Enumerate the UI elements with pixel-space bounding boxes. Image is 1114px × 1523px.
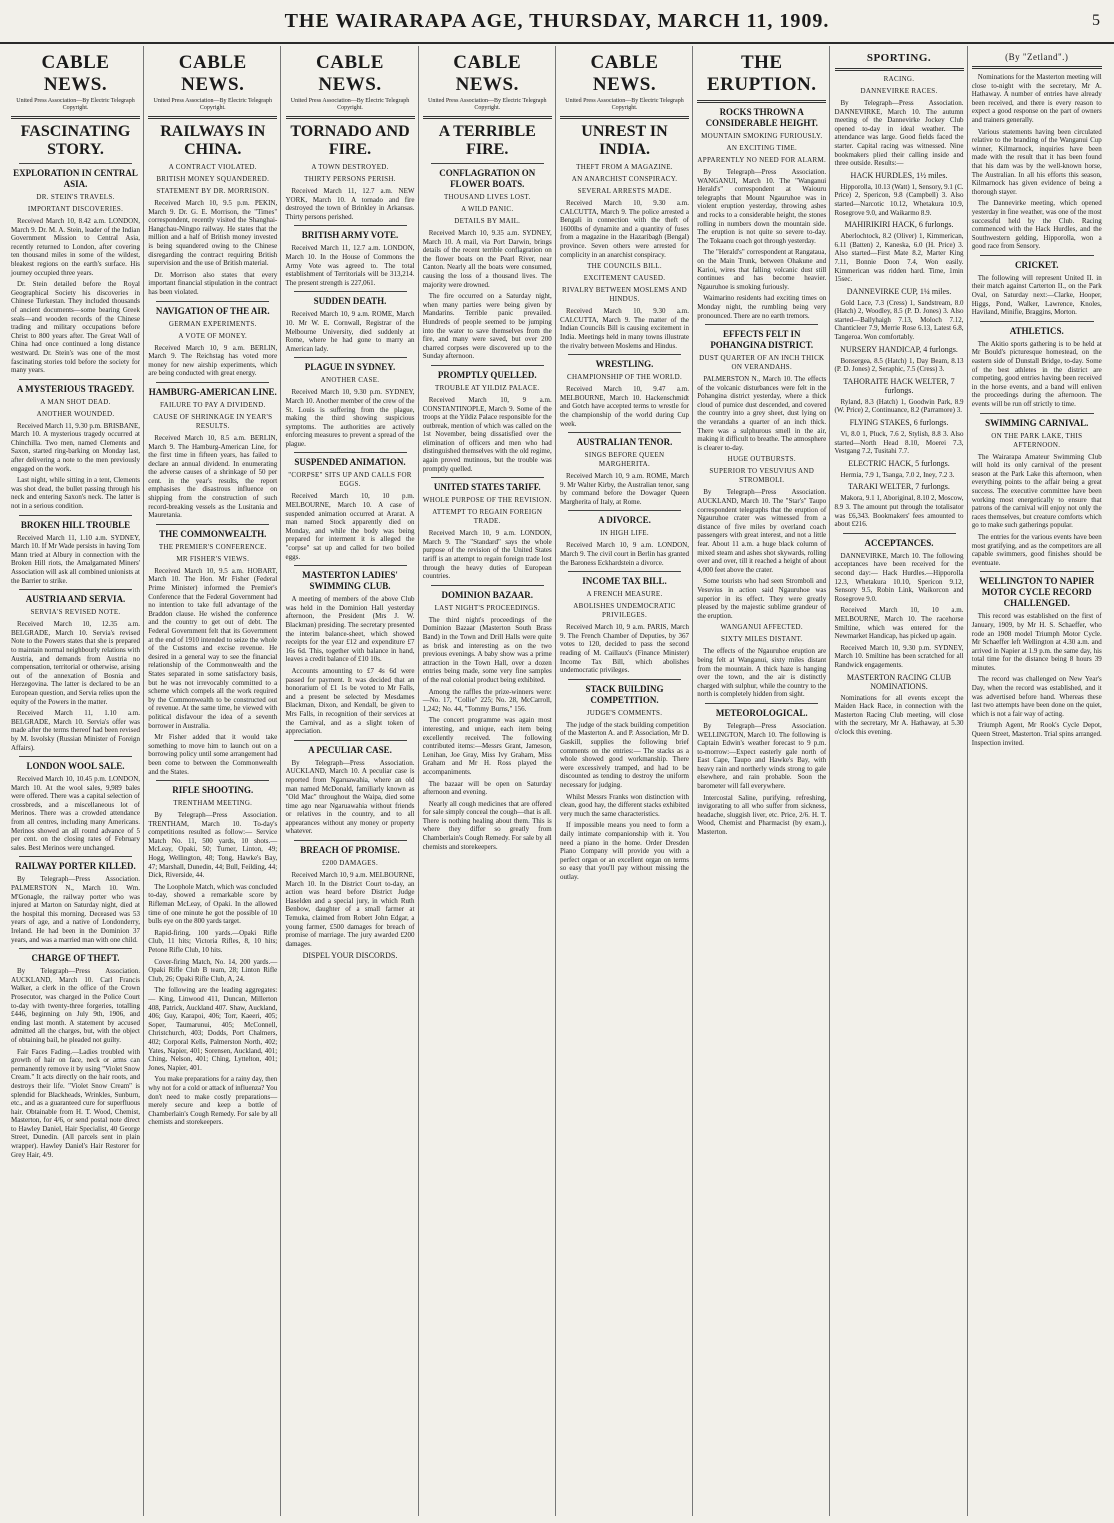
article-paragraph: Received March 10, 9 a.m. PARIS, March 9. The French Chamber of Deputies, by 367 votes to 120, decided to pass the second reading of M. Caillaux's (Finance Minister) Income Tax Bill, which abolishes undemocratic privileges.	[560, 623, 689, 675]
divider	[560, 116, 689, 119]
section-heading: SUDDEN DEATH.	[313, 296, 387, 307]
article-paragraph: This record was established on the first of January, 1909, by Mr H. S. Schaeffer, who rode an 1908 model Triumph Motor Cycle. Mr Schaeffer left Wellington at 4.30 a.m. and arrived in Napier at 1.9 p.m. the same day, his total time for the distance being 8 hours 39 minutes.	[971, 612, 1102, 672]
article-paragraph: Hipporolla, 10.13 (Watt) 1, Sensory, 9.1 (C. Price) 2, Spericon, 9.8 (Campbell) 3. Also started—Narcotic 10.12, Whetakura 10.9, Rosegrove 9.0, and Waikarmo 8.9.	[834, 182, 964, 217]
subheading: ANOTHER WOUNDED.	[36, 409, 115, 418]
divider	[294, 565, 407, 566]
section-heading: BREACH OF PROMISE.	[300, 845, 400, 856]
masthead-title: THE WAIRARAPA AGE, THURSDAY, MARCH 11, 1909.	[284, 10, 830, 32]
article-paragraph: Vi, 8.0 1, Pluck, 7.6 2, Stylish, 8.8 3. Also started—North Head 8.10, Moerei 7.3, Vestgang 7.2, Tusitahi 7.7.	[834, 430, 964, 456]
divider	[19, 948, 132, 949]
article-paragraph: Received March 10, 10 a.m. MELBOURNE, March 10. The racehorse Smiltine, which was entered for the Newmarket Handicap, has picked up again.	[834, 606, 964, 641]
subheading: A MAN SHOT DEAD.	[40, 397, 111, 406]
column-header: CABLE NEWS.	[453, 52, 522, 95]
subheading: EXCITEMENT CAUSED.	[583, 274, 666, 283]
article-paragraph: Makora, 9.1 1, Aboriginal, 8.10 2, Moscow, 8.9 3. The amount put through the totalisator was £6,343. Bookmakers' fees amounted to about £216.	[834, 494, 964, 529]
subheading: SERVIA'S REVISED NOTE.	[30, 608, 121, 617]
divider	[156, 382, 269, 383]
column-6	[694, 46, 830, 1516]
section-heading: THE COMMONWEALTH.	[159, 528, 267, 539]
subheading: SUPERIOR TO VESUVIUS AND STROMBOLI.	[709, 467, 815, 485]
column-4	[420, 46, 556, 1516]
section-heading: ROCKS THROWN A CONSIDERABLE HEIGHT.	[705, 107, 818, 128]
divider	[286, 116, 415, 119]
divider	[294, 740, 407, 741]
article-paragraph: Last night, while sitting in a tent, Clements was shot dead, the bullet passing through his neck and entering Saxon's neck. The latter is not in a serious condition.	[11, 476, 140, 511]
section-heading: MASTERTON LADIES' SWIMMING CLUB.	[302, 570, 398, 592]
subheading: ATTEMPT TO REGAIN FOREIGN TRADE.	[432, 508, 543, 526]
article-paragraph: Cover-firing Match, No. 14, 200 yards.—Opaki Rifle Club B team, 28; Linton Rifle Club, 26; Opaki Rifle Club, A, 24.	[148, 957, 278, 983]
article-paragraph: Received March 10, 9.30 p.m. SYDNEY, March 10. Smiltine has been scratched for all Randwick engagements.	[834, 643, 964, 669]
section-heading: HAMBURG-AMERICAN LINE.	[148, 386, 277, 397]
subheading: THEFT FROM A MAGAZINE.	[576, 163, 673, 171]
article-paragraph: The entries for the various events have been most gratifying, and as the competitors are all capable swimmers, good finishes should be eventuate.	[971, 532, 1102, 567]
divider	[980, 571, 1094, 572]
article-paragraph: Intercostal Saline, purifying, refreshing, invigorating to all who suffer from sickness, headache, sluggish liver, etc. Price, 2/6. H. T. Wood, Chemist and Pharmacist (by exam.), Masterton.	[697, 793, 827, 837]
section-heading: NAVIGATION OF THE AIR.	[155, 305, 270, 316]
subheading: SIXTY MILES DISTANT.	[721, 635, 803, 644]
divider	[423, 116, 552, 119]
article-paragraph: The Akitio sports gathering is to be held at Mr Bould's picturesque homestead, on the eastern side of Dunstall Bridge, to-day. Some of the best athletes in the district are competing, good entries having been received in the horse events, and a band will enliven the proceedings during the afternoon. The events will be run off strictly to time.	[971, 339, 1102, 408]
subheading: DUST QUARTER OF AN INCH THICK ON VERANDAHS.	[699, 354, 825, 372]
subheading: A WILD PANIC.	[461, 205, 514, 213]
section-heading: AUSTRALIAN TENOR.	[576, 437, 673, 448]
divider	[972, 66, 1102, 69]
article-paragraph: Received March 11, 12.7 a.m. NEW YORK, March 10. A tornado and fire destroyed the town of Brinkley in Arkansas. Thirty persons perished.	[285, 187, 415, 221]
section-heading: BRITISH ARMY VOTE.	[301, 230, 399, 241]
column-1	[8, 46, 144, 1516]
subheading: THE PREMIER'S CONFERENCE.	[158, 542, 267, 551]
subheading: HUGE OUTBURSTS.	[727, 455, 796, 464]
subheading: WANGANUI AFFECTED.	[720, 623, 803, 632]
article-paragraph: The Wairarapa Amateur Swimming Club will hold its only carnival of the present season at the Park Lake this afternoon, when everything points to the affair being a great success. The executive committee have been working most energetically to ensure that patrons of the carnival will enjoy not only the races themselves, but creature comforts which go to make such gatherings popular.	[971, 452, 1102, 530]
article-paragraph: Waimarino residents had exciting times on Monday night, the rumbling being very pronounced. There are no earth tremors.	[697, 294, 827, 320]
article-paragraph: Triumph Agent, Mr Rook's Cycle Depot, Queen Street, Masterton. Trial spins arranged. Inspection invited.	[971, 721, 1102, 747]
divider	[294, 840, 407, 841]
subheading: £200 DAMAGES.	[321, 859, 378, 868]
divider	[156, 524, 269, 525]
divider	[431, 365, 544, 366]
section-heading: LONDON WOOL SALE.	[26, 761, 125, 772]
article-paragraph: Aberlochtock, 8.2 (Oliver) 1, Kimmerican, 6.11 (Batten) 2, Kaneska, 6.0 (H. Price) 3. Also started—First Mate 8.2, Marter King 7.11, Bonnie Doon 7.4, Won easily. Kimmerican was ridden hard. Time, 1min 15sec.	[834, 232, 964, 284]
caption-heading: MASTERTON RACING CLUB NOMINATIONS.	[846, 672, 952, 691]
article-paragraph: If impossible means you need to form a daily intimate companionship with it. You need a piano in the home. Order Dresden Piano Company will provide you with a perfect organ or an excellent organ on terms so easy that you'll pay without missing the outlay.	[560, 821, 689, 881]
subheading: IN HIGH LIFE.	[600, 529, 649, 538]
subheading: ABOLISHES UNDEMOCRATIC PRIVILEGES.	[573, 602, 676, 620]
article-paragraph: By Telegraph—Press Association. AUCKLAND, March 10. The "Star's" Taupo correspondent telegraphs that the eruption of Ngauruhoe crater was witnessed from a distance of five miles by overland coach passengers with great interest, and not a little fear. About 11 a.m. a huge black column of mixed steam and ashes shot skywards, rolling over and over, till it reached a height of about 4,000 feet above the crater.	[697, 488, 827, 574]
section-heading: STACK BUILDING COMPETITION.	[585, 683, 664, 705]
subheading: "CORPSE" SITS UP AND CALLS FOR EGGS.	[288, 471, 412, 489]
article-paragraph: Fair Faces Fading.—Ladies troubled with growth of hair on face, neck or arms can permanently remove it by using "Violet Snow Cream." It acts directly on the hair roots, and destroys their life. "Violet Snow Cream" is splendid for Blackheads, Wrinkles, Sunburn, etc., and as a guaranteed cure for superfluous hair. Obtainable from H. T. Wood, Chemist, Masterton, for 4/6, or send postal note direct to Hawley Daniel, Hair Specialist, 40 George Street, Dunedin. (All parcels sent in plain wrapper). Hawley Daniel's Hair Restorer for Grey Hair, 4/9.	[11, 1047, 140, 1159]
article-paragraph: Received March 10, 9 a.m. LONDON, March 9. The civil court in Berlin has granted the Baroness Eckhardstein a divorce.	[560, 541, 689, 567]
subheading: AN EXCITING TIME.	[726, 144, 797, 152]
divider	[697, 100, 826, 103]
divider	[980, 413, 1094, 414]
article-paragraph: Bonsergea, 8.5 (Hatch) 1, Day Beam, 8.13 (P. D. Jones) 2, Seraphic, 7.5 (Cress) 3.	[834, 356, 964, 374]
subheading: A TOWN DESTROYED.	[311, 163, 389, 171]
section-heading: PROMPTLY QUELLED.	[437, 369, 537, 380]
subheading: BRITISH MONEY SQUANDERED.	[156, 175, 270, 183]
subheading: RACING.	[883, 75, 915, 83]
article-paragraph: Received March 10, 9 a.m. MELBOURNE, March 10. In the District Court to-day, an action was heard before District Judge Haselden and a special jury, in which Ruth Benbow, daughter of a small farmer at Temuka, claimed from Robert John Edgar, a young farmer, £500 damages for breach of promise of marriage. The jury awarded £200 damages.	[285, 871, 415, 948]
section-heading: A MYSTERIOUS TRAGEDY.	[16, 383, 135, 394]
article-paragraph: Nominations for the Masterton meeting will close to-night with the secretary, Mr A. Hathaway. A number of entries have already been received, and there is every reason to expect a good response on the part of owners and trainers generally.	[971, 73, 1102, 124]
article-paragraph: Ryland, 8.3 (Hatch) 1, Goodwin Park, 8.9 (W. Price) 2, Continuance, 8.2 (Parramore) 3.	[834, 397, 964, 415]
article-paragraph: Received March 10, 9 a.m. BERLIN, March 9. The Reichstag has voted more money for new airship experiments, which are being conducted with great energy.	[148, 343, 278, 378]
section-heading: AUSTRIA AND SERVIA.	[25, 594, 126, 605]
divider	[431, 585, 544, 586]
masthead	[0, 0, 1114, 44]
caption-heading: MAHIRIKIRI HACK, 6 furlongs.	[844, 220, 954, 230]
article-paragraph: PALMERSTON N., March 10. The effects of the volcanic disturbances were felt in the Pohangina district yesterday, where a thick cloud of pumice dust descended, and covered the country into a grey sheet, dust lying on the verandahs a quarter of an inch thick. There was a sulphurous smell in the air, making it difficult to breathe. The atmosphere is clearer to-day.	[697, 375, 827, 452]
caption-heading: TARAKI WELTER, 7 furlongs.	[848, 482, 950, 492]
section-heading: METEOROLOGICAL.	[715, 707, 808, 718]
subheading: DETAILS BY MAIL.	[454, 217, 521, 225]
column-header: THE ERUPTION.	[706, 52, 817, 95]
column-header: CABLE NEWS.	[178, 52, 247, 95]
section-heading: INCOME TAX BILL.	[582, 576, 667, 587]
article-paragraph: Some tourists who had seen Stromboli and Vesuvius in action said Ngauruhoe was superior in its effect. They were greatly pleased by the majestic sublime grandeur of the eruption.	[697, 577, 827, 620]
section-heading: CRICKET.	[1014, 259, 1059, 270]
section-heading: ACCEPTANCES.	[864, 537, 934, 548]
divider	[568, 432, 681, 433]
article-paragraph: Received March 10, 9.47 a.m. MELBOURNE, March 10. Hackenschmidt and Gotch have accepted terms to wrestle for the championship of the world during Cup week.	[560, 385, 689, 428]
page-columns	[8, 46, 1106, 1518]
subheading: THOUSAND LIVES LOST.	[443, 193, 531, 201]
section-heading: ATHLETICS.	[1009, 325, 1064, 336]
divider	[980, 255, 1094, 256]
headline: FASCINATING STORY.	[20, 123, 131, 158]
section-heading: A DIVORCE.	[598, 515, 651, 526]
article-paragraph: By Telegraph—Press Association. WELLINGTON, March 10. The following is Captain Edwin's weather forecast to 9 p.m. to-morrow:—Expect easterly gale north of East Cape, Taupo and Hawke's Bay, with heavy rain and northerly winds strong to gale elsewhere, and rain probable. Soon the barometer will fall everywhere.	[697, 721, 827, 791]
column-5	[557, 46, 693, 1516]
section-heading: WRESTLING.	[595, 359, 654, 370]
article-paragraph: Received March 10, 9 a.m. ROME, March 10. Mr W. E. Cornwall, Registrar of the Melbourne University, died suddenly at Rome, where he had gone to marry an American lady.	[285, 310, 415, 353]
article-paragraph: The "Herald's" correspondent at Rangataua, on the Main Trunk, between Ohakune and Karioi, wires that falling volcanic dust still continues and has become heavier. Ngauruhoe is smoking furiously.	[697, 248, 827, 291]
article-paragraph: Received March 10, 9.30 p.m. SYDNEY, March 10. Another member of the crew of the St. Louis is suffering from the plague, making the third showing suspicious symptoms. The authorities are actively enforcing measures to prevent a spread of the plague.	[285, 388, 415, 448]
copyright-line: United Press Association—By Electric Telegraph Copyright.	[428, 98, 547, 111]
subheading: THIRTY PERSONS PERISH.	[304, 175, 396, 183]
subheading: CAUSE OF SHRINKAGE IN YEAR'S RESULTS.	[153, 412, 273, 430]
subheading: ANOTHER CASE.	[320, 376, 380, 385]
divider	[156, 780, 269, 781]
divider	[11, 116, 140, 119]
section-heading: EXPLORATION IN CENTRAL ASIA.	[13, 168, 138, 189]
subheading: WHOLE PURPOSE OF THE REVISION.	[422, 496, 552, 505]
subheading: CHAMPIONSHIP OF THE WORLD.	[566, 373, 682, 382]
caption-heading: ELECTRIC HACK, 5 furlongs.	[848, 458, 950, 468]
article-paragraph: Among the raffles the prize-winners were:—No. 17, "Collie" 225; No. 28, McCarroll, 1,242; No. 44, "Tommy Burns," 156.	[422, 687, 552, 713]
divider	[568, 510, 681, 511]
headline: UNREST IN INDIA.	[581, 123, 668, 158]
subheading: TRENTHAM MEETING.	[173, 799, 253, 808]
article-paragraph: Mr Fisher added that it would take something to move him to launch out on a borrowing policy until some arrangement had been come to between the Commonwealth and the States.	[148, 733, 278, 776]
subheading: MR FISHER'S VIEWS.	[176, 554, 250, 563]
divider	[294, 452, 407, 453]
divider	[294, 225, 407, 226]
subheading: SINGS BEFORE QUEEN MARGHERITA.	[584, 451, 665, 469]
divider	[431, 163, 544, 164]
article-paragraph: Nominations for all events except the Maiden Hack Race, in connection with the Masterton Racing Club meeting, will close with the secretary, Mr A. Hathaway, at 5.30 o'clock this evening.	[834, 693, 964, 736]
subheading: APPARENTLY NO NEED FOR ALARM.	[697, 156, 827, 164]
divider	[843, 533, 956, 534]
subheading: A VOTE OF MONEY.	[178, 331, 248, 340]
article-paragraph: Dr. Morrison also states that every important financial stipulation in the contract has been violated.	[148, 270, 278, 296]
column-header: CABLE NEWS.	[590, 52, 659, 95]
article-paragraph: Received March 10, 8.42 a.m. LONDON, March 9. Dr. M. A. Stein, leader of the Indian Government Mission to Central Asia, recently returned to London, after covering ten thousand miles in some of the wildest, bleakest regions on the earth's surface. His journey occupied three years.	[11, 217, 140, 277]
section-heading: SUSPENDED ANIMATION.	[294, 457, 406, 468]
article-paragraph: Received March 10, 9.5 a.m. HOBART, March 10. The Hon. Mr Fisher (Federal Prime Minister) informed the Premier's Conference that the Federal Government had no intention to take full advantage of the Braddon clause. He wished the conference and the country to get out of debt. The Federal Government felt that its Government at the end of 1910 intended to seize the whole of the Customs and excise revenue. He desired in a general way to see the financial relationship of the Commonwealth and the States separated in some satisfactory basis, but he was not irrevocably committed to a scheme which compels all the work required by the Commonwealth to be constructed out of revenue. At the same time, he viewed with political disfavour the idea of a seventh borrower in Australia.	[148, 566, 278, 730]
article-paragraph: Rapid-firing, 100 yards.—Opaki Rifle Club, 11 hits; Victoria Rifles, 8, 10 hits; Petone Rifle Club, 10 hits.	[148, 928, 278, 954]
article-paragraph: The Dannevirke meeting, which opened yesterday in fine weather, was one of the most successful held by the Club. Racing commenced with the Hack Hurdles, and the Southwestern gelding, Hipporolla, won a good race from Sensory.	[971, 199, 1102, 251]
divider	[705, 324, 818, 325]
copyright-line: United Press Association—By Electric Telegraph Copyright.	[290, 98, 410, 111]
divider	[19, 163, 132, 164]
divider	[568, 571, 681, 572]
subheading: IMPORTANT DISCOVERIES.	[27, 205, 124, 213]
article-paragraph: Received March 10, 8.5 a.m. BERLIN, March 9. The Hamburg-American Line, for the first time in fifteen years, has failed to declare an annual dividend. In enumerating the adverse causes of a shrinkage of 50 per cent. in the year's results, the report emphasises the disastrous influence on shipping from the construction of such record-breaking vessels as the Lusitania and Mauretania.	[148, 433, 278, 520]
article-paragraph: The effects of the Ngauruhoe eruption are being felt at Wanganui, sixty miles distant from the mountain. A thick haze is hanging over the town, and the air is distinctly charged with sulphur, while the country to the north is completely hidden from sight.	[697, 647, 827, 699]
article-paragraph: Received March 10, 10 p.m. MELBOURNE, March 10. A case of suspended animation occurred at Ararat. A man named Stock apparently died on Monday, and while the body was being prepared for interment it is alleged the "corpse" sat up and called for two boiled eggs.	[285, 492, 415, 561]
article-paragraph: Received March 10, 10.45 p.m. LONDON, March 10. At the wool sales, 9,989 bales were offered. There was a capital selection of crossbreds, and a miscellaneous lot of Merinos. There was a crowded attendance from all centres, including many Americans. Merinos showed an all round advance of 5 per cent. on the closing rates of February sales. Best Merinos were unchanged.	[11, 775, 140, 852]
column-header: (By "Zetland".)	[1005, 52, 1069, 62]
copyright-line: United Press Association—By Electric Telegraph Copyright.	[153, 98, 272, 111]
subheading: DANNEVIRKE RACES.	[860, 87, 938, 95]
divider	[19, 379, 132, 380]
article-paragraph: Whilst Messrs Franks won distinction with clean, good hay, the different stacks exhibited very much the same characteristics.	[560, 792, 689, 818]
column-3	[283, 46, 419, 1516]
divider	[294, 357, 407, 358]
column-8	[969, 46, 1105, 1516]
article-paragraph: Dr. Stein detailed before the Royal Geographical Society his discoveries in Chinese Turkestan. They included thousands of ancient documents—some bearing Greek seals—and wooden records of the Chinese trading and military occupations before Christ to 800 years after. The Great Wall of China had once continued a long distance westward. Dr. Stein's was one of the most fascinating stories told before the society for many years.	[11, 280, 140, 375]
subheading: SEVERAL ARRESTS MADE.	[577, 187, 672, 195]
subheading: A FRENCH MEASURE.	[586, 590, 663, 599]
divider	[19, 589, 132, 590]
divider	[835, 68, 964, 71]
divider	[156, 301, 269, 302]
divider	[568, 354, 681, 355]
article-paragraph: A meeting of members of the above Club was held in the Dominion Hall yesterday afternoon, the President (Mrs J. W. Blackman) presiding. The secretary presented the interim balance-sheet, which showed receipts for the year £12 and expenditure £7 16s 6d. This, together with balance in hand, leaves a credit balance of £10 10s.	[285, 595, 415, 664]
section-heading: CONFLAGRATION ON FLOWER BOATS.	[439, 168, 536, 189]
article-paragraph: Received March 11, 1.10 a.m. BELGRADE, March 10. Servia's offer was made after the terms thereof had been revised by M. Isvolsky (Russian Minister of Foreign Affairs).	[11, 709, 140, 752]
article-paragraph: Various statements having been circulated relative to the branding of the Wanganui Cup winner, Kilmarnock, inquiries have been made with the result that it has been found that his dam was by the well-known horse, The Australian. In all his efforts this season, Kilmarnock has given evidence of being a thorough stayer.	[971, 127, 1102, 196]
article-paragraph: Received March 11, 9.30 p.m. BRISBANE, March 10. A mysterious tragedy occurred at Chinchilla. Two men, named Clements and Saxon, started ring-barking on Monday last, after delivering a note to the men previously engaged on the work.	[11, 421, 140, 473]
section-heading: CHARGE OF THEFT.	[31, 953, 120, 964]
divider	[980, 321, 1094, 322]
article-paragraph: The concert programme was again most interesting, and unique, each item being excellently received. The following contributed items:—Messrs Grant, Jameson, Lenihan, Joe Gray, Miss Ivy Graham, Miss Graham and Mr H. Ross played the accompaniments.	[422, 716, 552, 776]
article-paragraph: By Telegraph—Press Association. PALMERSTON N., March 10. Wm. M'Gonagle, the railway porter who was injured at Marton on Saturday night, died at the hospital this morning. Deceased was 53 years of age, and a native of Londonderry, Ireland. He had been in the Dominion 37 years, and was a married man with one child.	[11, 875, 140, 944]
column-header: CABLE NEWS.	[316, 52, 384, 95]
article-paragraph: Received March 10, 9.30 a.m. CALCUTTA, March 9. The police arrested a Bengali in connection with the theft of 1600lbs of dynamite and a quantity of fuses from a magazine in the Hazaribagh (Bengal) province. Seven others were arrested for complicity in an anarchist conspiracy.	[560, 199, 689, 259]
subheading: TROUBLE AT YILDIZ PALACE.	[435, 383, 540, 392]
article-paragraph: Received March 11, 12.7 a.m. LONDON, March 10. In the House of Commons the Army Vote was agreed to. The total establishment of Territorials will be 313,214. The present strength is 227,061.	[285, 244, 415, 287]
article-paragraph: The bazaar will be open on Saturday afternoon and evening.	[422, 779, 552, 797]
caption-heading: DANNEVIRKE CUP, 1¼ miles.	[846, 286, 952, 296]
article-paragraph: You make preparations for a rainy day, then why not for a cold or attack of influenza? You don't need to make costly preparations—merely secure and keep a bottle of Chamberlain's Cough Remedy. For sale by all chemists and storekeepers.	[148, 1075, 278, 1127]
divider	[19, 856, 132, 857]
section-heading: UNITED STATES TARIFF.	[433, 482, 541, 493]
column-2	[145, 46, 281, 1516]
column-header: CABLE NEWS.	[41, 52, 110, 95]
section-heading: RIFLE SHOOTING.	[172, 785, 254, 796]
section-heading: SWIMMING CARNIVAL.	[985, 417, 1089, 428]
article-paragraph: Accounts amounting to £7 4s 6d were passed for payment. It was decided that an honorarium of £1 1s be voted to Mr Falls, and a present be selected by Mesdames Blackman, Dixon, and Kendall, be given to Mrs Falls, in recognition of their services at the Carnival, and as a slight token of appreciation.	[285, 666, 415, 736]
article-paragraph: The third night's proceedings of the Dominion Bazaar (Masterton South Brass Band) in the Town and Drill Halls were quite as brisk and interesting as on the two previous evenings. A baby show was a prime attraction in the Town Hall, over a dozen entries being made, some very fine samples of the real colonial product being exhibited.	[422, 615, 552, 684]
section-heading: RAILWAY PORTER KILLED.	[15, 861, 136, 872]
article-paragraph: The Loophole Match, which was concluded to-day, showed a remarkable score by Rifleman McLeay, of Opaki. In the allowed time of one minute he got the possible of 10 bulls eye on the 800 yards target.	[148, 882, 278, 926]
article-paragraph: Received March 10, 9.5 p.m. PEKIN, March 9. Dr. G. E. Morrison, the "Times" correspondent, recently visited the Shanghai-Hangchau-Ningpo railway. He states that the million and a half of British money invested is being squandered owing to the Chinese disregarding the contract requiring British supervision and the use of British material.	[148, 199, 278, 268]
section-heading: WELLINGTON TO NAPIER MOTOR CYCLE RECORD CHALLENGED.	[979, 576, 1095, 609]
section-heading: A PECULIAR CASE.	[308, 744, 392, 755]
divider	[431, 477, 544, 478]
article-paragraph: DANNEVIRKE, March 10. The following acceptances have been received for the second day:— Hack Hurdles.—Hipporolla 12.3, Whetakura 10.10, Spericon 9.12, Sensory 9.5, Robin Link, Waikorcon and Rosegrove 9.0.	[834, 551, 964, 603]
divider	[294, 291, 407, 292]
column-header: SPORTING.	[866, 52, 932, 64]
subheading: LAST NIGHT'S PROCEEDINGS.	[434, 603, 540, 612]
subheading: THE COUNCILS BILL.	[587, 262, 662, 271]
article-paragraph: By Telegraph—Press Association. WANGANUI, March 10. The "Wanganui Herald's" correspondent at Waiouru telegraphs that Mount Ngauruhoe was in violent eruption yesterday, throwing ashes and rocks to a considerable height, the stones rolling in numbers down the mountain side. The eruption is not quite so severe to-day. The Tokaanu coach got through yesterday.	[697, 168, 827, 245]
article-paragraph: The following are the leading aggregates:— King, Linwood 411, Duncan, Millerton 408, Patrick, Auckland 407. Shaw, Auckland, 406; Guy, Karapoi, 406; Torr, Kaeeri, 405; Soper, Taumarunui, 405; McConnell, Christchurch, 403; Dodds, Port Chalmers, 402; Corporal Kells, Palmerston North, 402; Yates, Napier, 401; Sorensen, Auckland, 401; Ching, Nelson, 401; Ching, Lyttelton, 401; Jones, Napier, 401.	[148, 986, 278, 1072]
section-heading: BROKEN HILL TROUBLE	[20, 519, 131, 530]
section-heading: PLAGUE IN SYDNEY.	[304, 362, 396, 373]
headline: A TERRIBLE FIRE.	[438, 123, 536, 158]
caption-heading: HACK HURDLES, 1½ miles.	[850, 170, 948, 180]
subheading: JUDGE'S COMMENTS.	[586, 708, 663, 717]
page-number: 5	[1092, 12, 1100, 29]
article-paragraph: By Telegraph—Press Association. DANNEVIRKE, March 10. The autumn meeting of the Dannevirke Jockey Club opened to-day in ideal weather. The attendance was large. Good fields faced the starter. Capital racing was witnessed. Nine bookmakers plied their calling inside and three outside. Results:—	[834, 99, 964, 168]
article-paragraph: Received March 10, 9 a.m. LONDON, March 9. The "Standard" says the whole purpose of the revision of the United States tariff is an attempt to regain foreign trade lost through the heavy duties of European countries.	[422, 529, 552, 581]
divider	[568, 679, 681, 680]
article-paragraph: Gold Lace, 7.3 (Cress) 1, Sandstream, 8.0 (Hatch) 2, Woodley, 8.5 (P. D. Jones) 3. Also started—Ballyhaigh 7.13, Moloch 7.12, Chanticleer 7.9, Merrie Rose 6.13, Latest 6.8, Tangeroa. Won comfortably.	[834, 298, 964, 342]
subheading: STATEMENT BY DR. MORRISON.	[156, 187, 270, 195]
article-paragraph: By Telegraph—Press Association. TRENTHAM, March 10. To-day's competitions resulted as follow:— Service Match No. 11, 500 yards, 10 shots.—McLeay, Opaki, 50; Turner, Linton, 49; Hogg, Wellington, 48; Tong, Hawke's Bay, 47; Marshall, Dunedin, 44; Bull, Feilding, 44; Dick, Riverside, 44.	[148, 811, 278, 880]
headline: RAILWAYS IN CHINA.	[160, 123, 266, 158]
caption-heading: DISPEL YOUR DISCORDS.	[302, 951, 398, 961]
article-paragraph: Received March 10, 12.35 a.m. BELGRADE, March 10. Servia's revised Note to the Powers states that she is prepared to maintain normal neighbourly relations with Austria, and demands from Austria no compensation, territorial or otherwise, arising out of the annexation of Bosnia and Herzegovina. The latter is declared to be an European question, and Servia relies upon the equity of the Powers in the matter.	[11, 620, 140, 706]
divider	[19, 515, 132, 516]
article-paragraph: Received March 10, 9.30 a.m. CALCUTTA, March 9. The matter of the Indian Councils Bill is causing excitement in India. Meetings held in many towns illustrate the rivalry between Moslems and Hindus.	[560, 307, 689, 350]
copyright-line: United Press Association—By Electric Telegraph Copyright.	[565, 98, 684, 111]
section-heading: EFFECTS FELT IN POHANGINA DISTRICT.	[710, 329, 814, 351]
subheading: MOUNTAIN SMOKING FURIOUSLY.	[701, 132, 823, 140]
divider	[19, 756, 132, 757]
article-paragraph: Received March 10, 9.35 a.m. SYDNEY, March 10. A mail, via Port Darwin, brings details of the recent terrible conflagration on the flower boats on the Pearl River, near Canton. Nearly all the boats were consumed, causing the loss of a thousand lives. The majority were drowned.	[422, 229, 552, 289]
subheading: A CONTRACT VIOLATED.	[168, 163, 257, 171]
article-paragraph: Received March 10, 9 a.m. CONSTANTINOPLE, March 9. Some of the troops at the Yildiz Palace responsible for the outbreak, mention of which was called on the 1st November, being dissatisfied over the elimination of officers and men who had distinguished themselves with the old regime, again proved mutinous, but the trouble was promptly quelled.	[422, 395, 552, 473]
subheading: RIVALRY BETWEEN MOSLEMS AND HINDUS.	[562, 286, 687, 304]
copyright-line: United Press Association—By Electric Telegraph Copyright.	[16, 98, 135, 111]
article-paragraph: The judge of the stack building competition of the Masterton A. and P. Association, Mr D. Gaskill, supplies the following brief comments on the entries:— The stacks as a whole showed good workmanship. There were excessively tramped, and had to be discounted as tending to destroy the uniform necessary for judging.	[560, 720, 689, 789]
divider	[705, 703, 818, 704]
article-paragraph: By Telegraph—Press Association. AUCKLAND, March 10. A peculiar case is reported from Ngaruawahia, where an old man named McDonald, familiarly known as "Old Mac" throughout the Waipa, died some time ago near Ngaruawahia without friends or relatives in the country, and to all appearances without any money or property whatever.	[285, 758, 415, 836]
headline: TORNADO AND FIRE.	[290, 123, 410, 158]
subheading: AN ANARCHIST CONSPIRACY.	[571, 175, 678, 183]
article-paragraph: Nearly all cough medicines that are offered for sale simply conceal the cough—that is all. There is nothing healing about them. This is where they differ so greatly from Chamberlain's Cough Remedy. For sale by all chemists and storekeepers.	[422, 799, 552, 851]
article-paragraph: Hermia, 7.9 1, Tsanga, 7.0 2, Iney, 7.2 3.	[840, 470, 955, 479]
article-paragraph: The fire occurred on a Saturday night, when many parties were being given by Mandarins. Terrible panic prevailed. Hundreds of people seemed to be jumping into the water to save themselves from the fire, and many were saved, but over 200 charred corpses were discovered up to the Sunday afternoon.	[422, 292, 552, 361]
caption-heading: TAHORAITE HACK WELTER, 7 furlongs.	[843, 376, 955, 395]
article-paragraph: By Telegraph—Press Association. AUCKLAND, March 10. Carl Francis Walker, a clerk in the office of the Crown Prosecutor, was charged in the Police Court to-day with twenty-three forgeries, totalling £446, beginning on July 9th, 1906, and ending last month. A statement by accused admitted all the charges, but, with the object of obtaining bail, he pleaded not guilty.	[11, 967, 140, 1044]
subheading: FAILURE TO PAY A DIVIDEND.	[159, 400, 266, 409]
subheading: ON THE PARK LAKE, THIS AFTERNOON.	[991, 431, 1083, 449]
caption-heading: NURSERY HANDICAP, 4 furlongs.	[840, 344, 958, 354]
subheading: GERMAN EXPERIMENTS.	[168, 319, 257, 328]
divider	[148, 116, 277, 119]
article-paragraph: The record was challenged on New Year's Day, when the record was established, and it was advertised before hand. Whereas these last two attempts have been done on the quiet, which is not a fair way of acting.	[971, 675, 1102, 718]
caption-heading: FLYING STAKES, 6 furlongs.	[849, 418, 949, 428]
article-paragraph: The following will represent United II. in their match against Carterton II., on the Park Oval, on Saturday next:—Clarke, Hooper, Higgs, Pond, Walker, Lawrence, Knoles, Haviland, Minifie, Braggins, Morton.	[971, 273, 1102, 317]
article-paragraph: Received March 11, 1.10 a.m. SYDNEY, March 10. If Mr Wade persists in having Tom Mann tried at Albury in connection with the Broken Hill riots, the Amalgamated Miners' Association will ask all combined unionists at the Barrier to strike.	[11, 533, 140, 585]
subheading: DR. STEIN'S TRAVELS.	[36, 193, 115, 201]
section-heading: DOMINION BAZAAR.	[441, 589, 533, 600]
article-paragraph: Received March 10, 9 a.m. ROME, March 9. Mr Walter Kirby, the Australian tenor, sang by command before the Dowager Queen Margherita of Italy, at Rome.	[560, 472, 689, 506]
column-7	[832, 46, 968, 1516]
